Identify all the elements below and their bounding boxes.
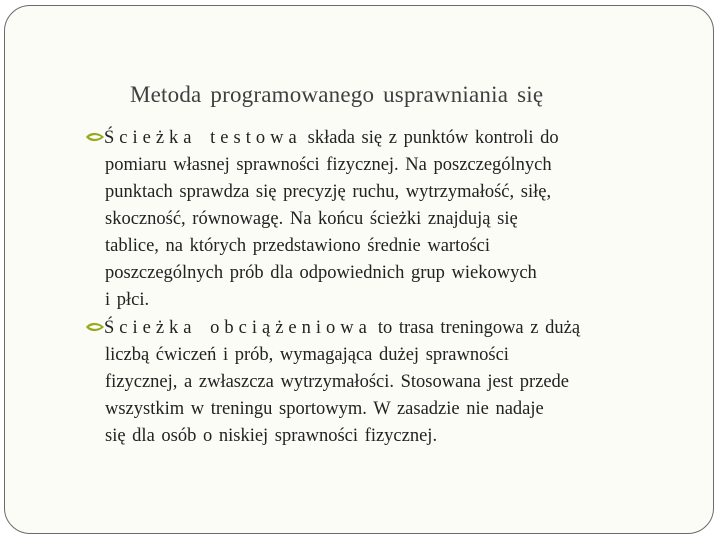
slide-title: Metoda programowanego usprawniania się bbox=[130, 82, 544, 107]
bullet-line: fizycznej, a zwłaszcza wytrzymałości. Stosowana jest przede bbox=[105, 372, 570, 392]
bullet-line: pomiaru własnej sprawności fizycznej. Na poszczególnych bbox=[105, 155, 552, 175]
leaf-bullet-icon bbox=[85, 321, 105, 333]
bullet-line: się dla osób o niskiej sprawności fizycznej. bbox=[105, 426, 438, 446]
bullet-line: liczbą ćwiczeń i prób, wymagająca dużej sprawności bbox=[105, 345, 509, 365]
bullet-line: Ścieżka testowa składa się z punktów kontroli do bbox=[104, 128, 559, 148]
bullet-item-sciezka-testowa bbox=[85, 125, 690, 314]
bullet-line: tablice, na których przedstawiono średnie wartości bbox=[105, 236, 491, 256]
bullet-line: i płci. bbox=[105, 290, 150, 310]
bullet-line: punktach sprawdza się precyzję ruchu, wytrzymałość, siłę, bbox=[105, 182, 552, 202]
bullet-line: Ścieżka obciążeniowa to trasa treningowa z dużą bbox=[104, 318, 581, 338]
leaf-bullet-icon bbox=[85, 131, 105, 143]
bullet-term: Ścieżka obciążeniowa bbox=[104, 318, 372, 338]
bullet-line: wszystkim w treningu sportowym. W zasadzie nie nadaje bbox=[105, 399, 544, 419]
bullet-item-sciezka-obciazeniowa bbox=[85, 315, 690, 450]
bullet-term: Ścieżka testowa bbox=[104, 128, 302, 148]
bullet-line: poszczególnych prób dla odpowiednich grup wiekowych bbox=[105, 263, 537, 283]
slide bbox=[4, 5, 714, 534]
bullet-line: skoczność, równowagę. Na końcu ścieżki znajdują się bbox=[105, 209, 518, 229]
